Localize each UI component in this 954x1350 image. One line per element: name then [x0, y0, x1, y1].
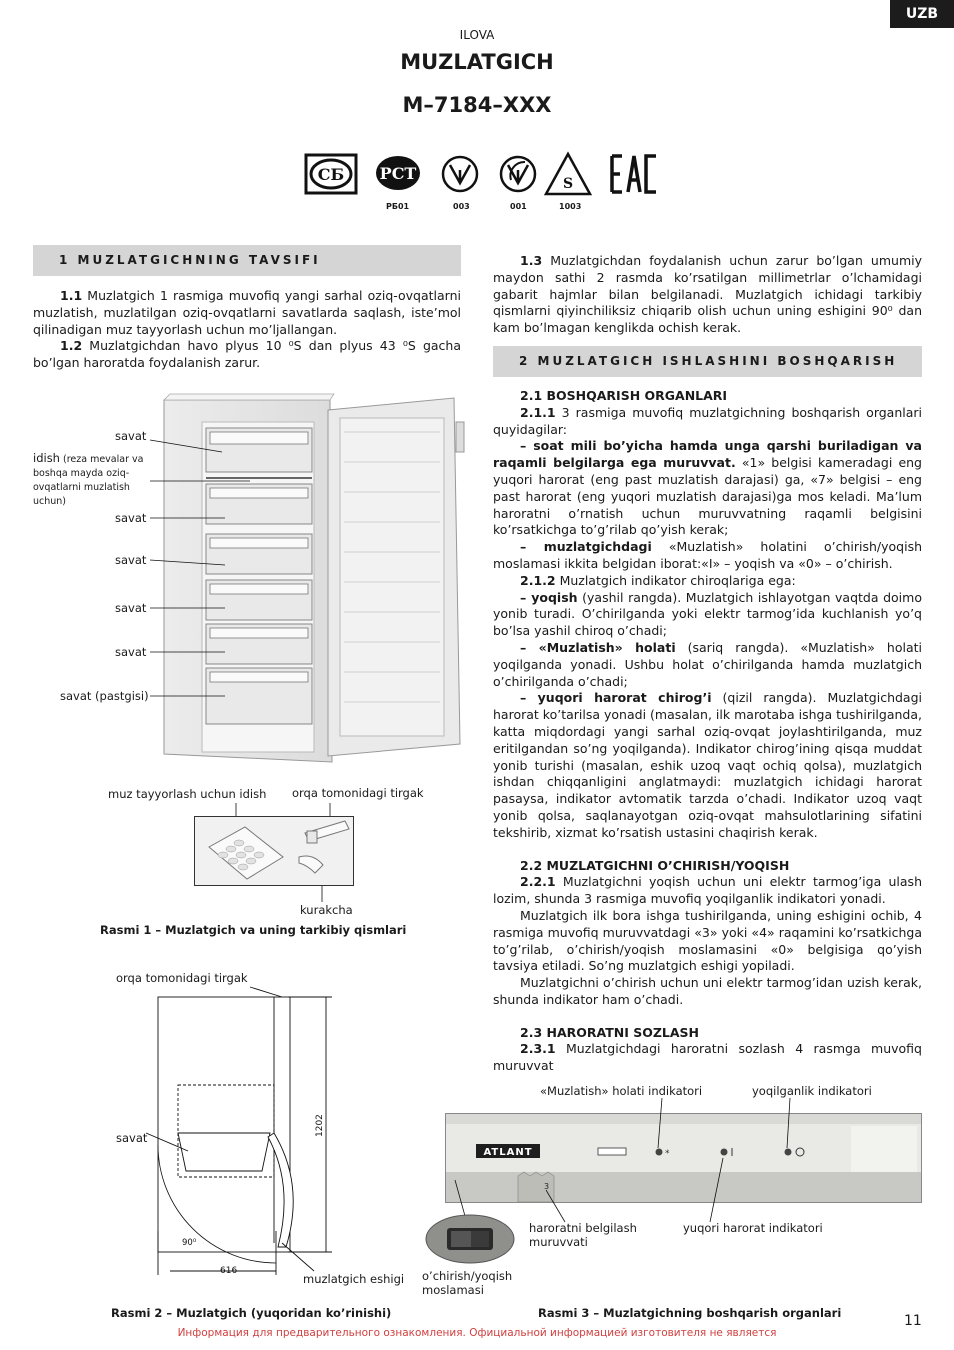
- paragraph-2-2-1-b: Muzlatgich ilk bora ishga tushirilganda, uning eshigini ochib, 4 rasmiga muvofiq muruvvatdagi «3» yoki «4» raqamini ko’rsatkichga to’g’rilab, o’chirish/yoqish moslamasini «0» belgisiga qo’yish tavsiya etiladi. So’ng muzlatgich eshigi yopiladi.: [493, 907, 922, 974]
- label-basket: savat: [115, 553, 147, 567]
- label-container-note: (reza mevalar va boshqa mayda oziq-ovqatlarni muzlatish uchun): [33, 454, 144, 507]
- para-number: 2.1.2: [520, 572, 556, 588]
- switch-heading: – muzlatgichdagi: [520, 539, 652, 555]
- subsection-2-2-title: 2.2 MUZLATGICHNI O’CHIRISH/YOQISH: [520, 857, 790, 873]
- page-number: 11: [904, 1313, 922, 1329]
- label-container-main: idish: [33, 451, 60, 465]
- label-basket: savat: [115, 429, 147, 443]
- label-door: muzlatgich eshigi: [303, 1272, 405, 1286]
- figure-3-caption: Rasmi 3 – Muzlatgichning boshqarish organlari: [538, 1306, 842, 1320]
- paragraph-2-3-1: Muzlatgichdagi haroratni sozlash 4 rasmga muvofiq muruvvat: [493, 1041, 922, 1074]
- freeze-indicator-description: (sariq rangda). «Muzlatish» holati yoqilganda yonadi. Ushbu holat o’chirilganda hamda muzlatgich o’chirilganda o’chadi;: [493, 639, 922, 689]
- label-high-temp-indicator: yuqori harorat indikatori: [683, 1221, 823, 1235]
- subsection-2-1-title: 2.1 BOSHQARISH ORGANLARI: [520, 388, 728, 403]
- label-basket: savat: [115, 645, 147, 659]
- label-temp-knob: haroratni belgilash muruvvati: [529, 1221, 637, 1249]
- brand-logo: ATLANT: [483, 1147, 533, 1158]
- section-2-heading: 2 MUZLATGICH ISHLASHINI BOSHQARISH: [493, 346, 922, 377]
- label-basket: savat: [115, 601, 147, 615]
- model-number: M–7184–XXX: [402, 93, 552, 117]
- high-temp-indicator-description: (qizil rangda). Muzlatgichdagi harorat ko’tarilsa yonadi (masalan, ilk marotaba ishga tushirilganda, katta miqdordagi yangi sarhal oziq-ovqat joylashtirilganda, muz eritilgandan so’ng yoqilganda). Indikator chirog’ining qisqa muddat yonib turishi (masalan, eshik uzoq vaqt ochiq qolsa), muzlatgich ishdan chiqqanligini anglatmaydi: muzlatgich ichidagi harorat pasaysa, indikator avtomatik tarzda o’chadi. Indikator uzoq vaqt yonib qolsa, saqlanayotgan oziq-ovqat mahsulotlarining sifatini tekshirib, xizmat ko’rsatish ustasini chaqirish kerak.: [493, 690, 922, 840]
- figure-1-caption: Rasmi 1 – Muzlatgich va uning tarkibiy qismlari: [100, 923, 407, 937]
- label-scraper: kurakcha: [300, 903, 353, 917]
- language-tab: UZB: [890, 0, 954, 28]
- svg-text:*: *: [665, 1149, 670, 1159]
- power-indicator-heading: – yoqish: [520, 589, 578, 605]
- angle-label: 90⁰: [182, 1238, 197, 1248]
- appendix-label: ILOVA: [459, 28, 495, 42]
- para-number: 1.2: [60, 338, 83, 354]
- label-switch: o’chirish/yoqish moslamasi: [422, 1269, 513, 1297]
- depth-dimension: 1202: [315, 1114, 325, 1137]
- width-dimension: 616: [220, 1266, 238, 1276]
- label-freeze-indicator: «Muzlatish» holati indikatori: [540, 1084, 703, 1098]
- para-number: 1.3: [520, 253, 543, 268]
- svg-text:S: S: [562, 176, 574, 192]
- high-temp-indicator-heading: – yuqori harorat chirog’i: [520, 690, 712, 706]
- label-bottom-basket: savat (pastgisi): [60, 689, 149, 703]
- svg-text:РСТ: РСТ: [379, 164, 417, 183]
- disclaimer-footer: Информация для предварительного ознакомления. Официальной информацией изготовителя не является: [177, 1327, 777, 1339]
- label-basket: savat: [115, 511, 147, 525]
- paragraph-1-1: Muzlatgich 1 rasmiga muvofiq yangi sarhal oziq-ovqatlarni muzlatish, muzlatilgan oziq-ovqatlarni savatlarda saqlash, iste’mol qilinadigan muz tayyorlash uchun mo’ljallangan.: [33, 288, 461, 337]
- knob-description: «1» belgisi kameradagi eng yuqori harorat (eng past muzlatish darajasi) ga, «7» belgisi – eng past harorat (eng yuqori muzlatish darajasi)ga mos keladi. Ma’lum haroratni o’rnatish uchun muruvvatning raqamli belgisini ko’rsatkichga to’g’rilab qo’yish kerak;: [493, 455, 922, 538]
- cert-code: РБ01: [386, 202, 410, 211]
- label-ice-tray: muz tayyorlash uchun idish: [108, 787, 267, 801]
- para-number: 1.1: [60, 288, 83, 303]
- paragraph-1-3: Muzlatgichdan foydalanish uchun zarur bo’lgan umumiy maydon sathi 2 rasmda ko’rsatilgan millimetrlar o’lchamidagi gabarit hajmlar bilan belgilanadi. Muzlatgich ichidagi tarkibiy qismlarni qiyinchiliksiz chiqarib olish uchun uning eshigini 90⁰ dan kam bo’lmagan kenglikda ochish kerak.: [493, 253, 922, 336]
- paragraph-1-2: Muzlatgichdan havo plyus 10 ⁰S dan plyus 43 ⁰S gacha bo’lgan haroratda foydalanish zarur.: [33, 338, 461, 371]
- figure-2-caption: Rasmi 2 – Muzlatgich (yuqoridan ko’rinishi): [111, 1306, 392, 1320]
- freeze-indicator-heading: – «Muzlatish» holati: [520, 639, 676, 655]
- para-number: 2.1.1: [520, 404, 556, 420]
- power-indicator-description: (yashil rangda). Muzlatgich ishlayotgan vaqtda doimo yonib turadi. O’chirilganda yoki elektr tarmog’ida kuchlanish yo’q bo’lsa yashil chiroq o’chadi;: [493, 589, 922, 639]
- subsection-2-3-title: 2.3 HARORATNI SOZLASH: [520, 1024, 699, 1040]
- page-title: MUZLATGICH: [400, 50, 554, 74]
- para-number: 2.2.1: [520, 874, 556, 890]
- svg-text:СБ: СБ: [317, 165, 345, 184]
- label-power-indicator: yoqilganlik indikatori: [752, 1084, 872, 1098]
- cert-code: 003: [453, 202, 470, 211]
- paragraph-2-1-2: Muzlatgich indikator chiroqlariga ega:: [555, 572, 796, 588]
- section-1-heading: 1 MUZLATGICHNING TAVSIFI: [33, 245, 461, 276]
- label-rear-stop: orqa tomonidagi tirgak: [292, 786, 424, 800]
- paragraph-2-2-1: Muzlatgichni yoqish uchun uni elektr tarmog’iga ulash lozim, shunda 3 rasmiga muvofiq yoqilganlik indikatori yonadi.: [493, 874, 922, 907]
- switch-inset: [425, 1214, 515, 1264]
- cert-code: 001: [510, 202, 527, 211]
- knob-digit: 3: [544, 1182, 550, 1191]
- paragraph-2-2-1-c: Muzlatgichni o’chirish uchun uni elektr tarmog’idan uzish kerak, shunda indikator ham o’chadi.: [493, 975, 922, 1007]
- para-number: 2.3.1: [520, 1041, 556, 1057]
- paragraph-2-1-1: 3 rasmiga muvofiq muzlatgichning boshqarish organlari quyidagilar:: [493, 404, 922, 437]
- label-basket-top: savat: [116, 1131, 148, 1145]
- knob-heading: – soat mili bo’yicha hamda unga qarshi buriladigan va raqamli belgilarga ega muruvvat.: [493, 438, 922, 471]
- switch-description: «Muzlatish» holatini o’chirish/yoqish moslamasi ikkita belgidan iborat:«I» – yoqish va «0» – o’chirish.: [493, 539, 923, 571]
- label-rear-stop-top: orqa tomonidagi tirgak: [116, 971, 248, 985]
- cert-code: 1003: [559, 202, 582, 211]
